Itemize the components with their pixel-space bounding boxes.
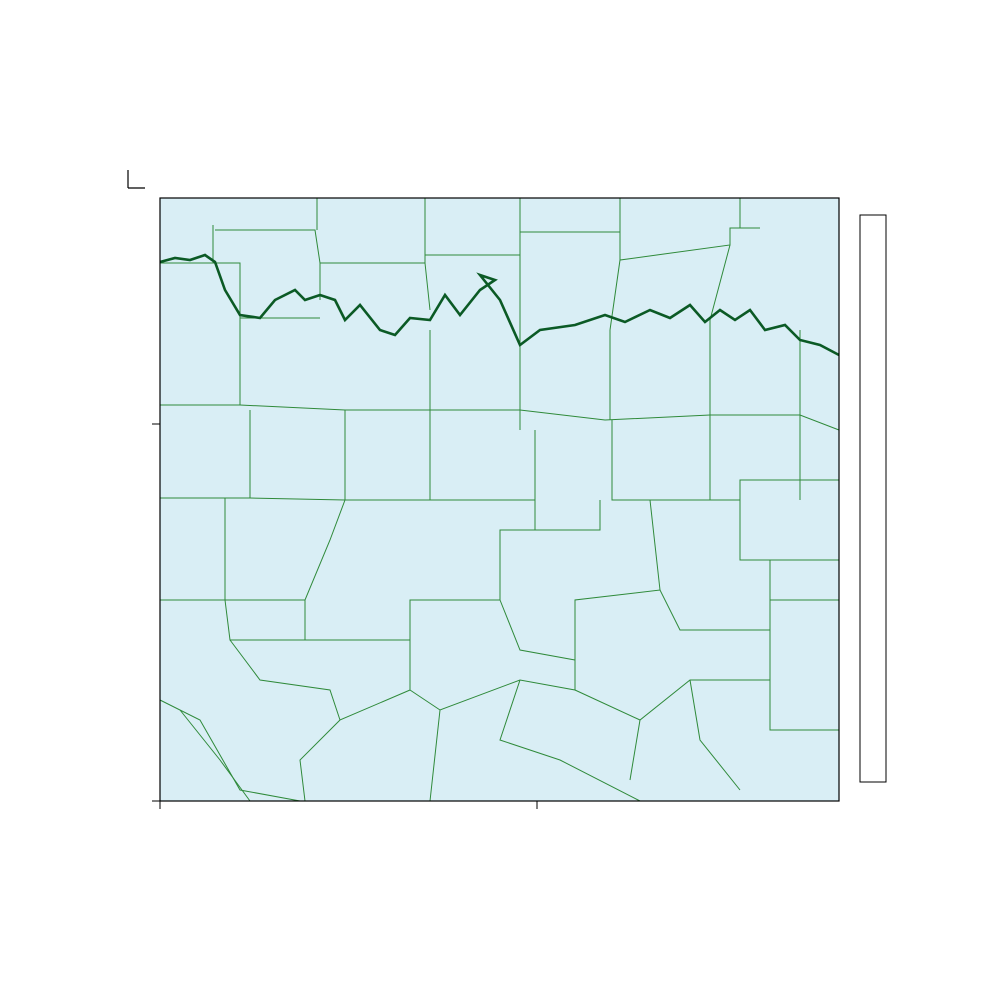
vector-reference (128, 170, 145, 188)
colorbar-frame (860, 215, 886, 782)
